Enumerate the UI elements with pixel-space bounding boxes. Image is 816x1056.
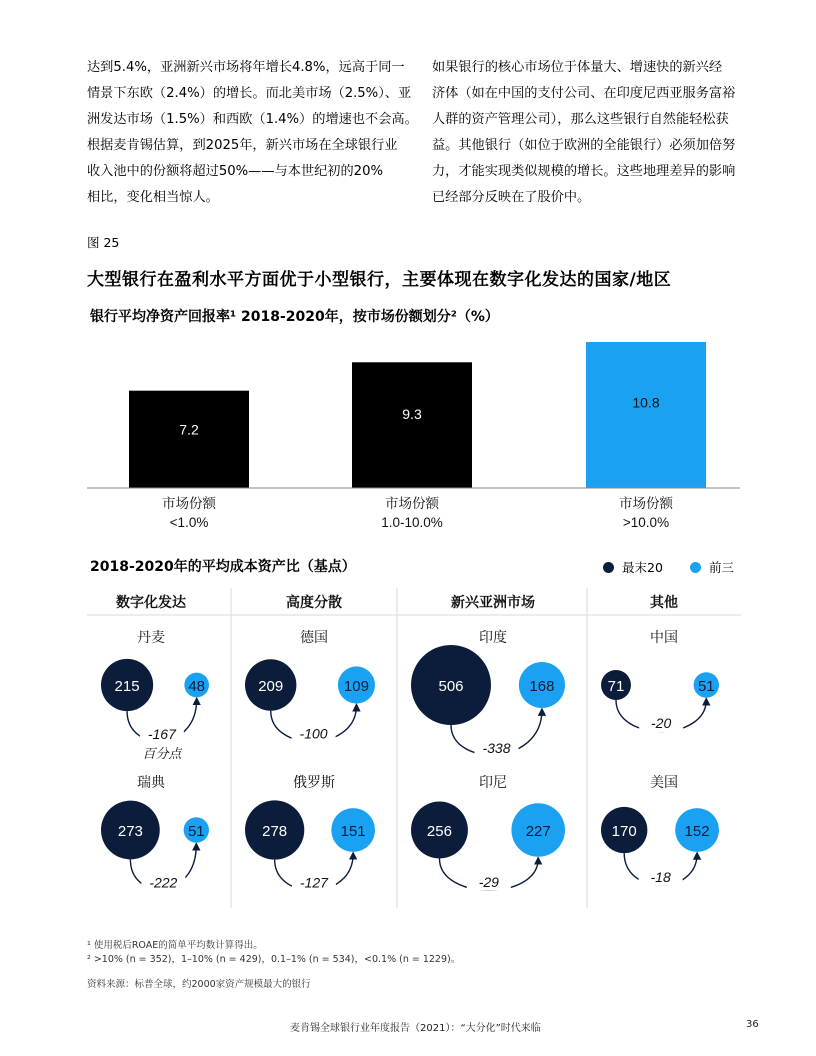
bottom-20-value: 256 xyxy=(426,823,452,840)
chart-title: 大型银行在盈利水平方面优于小型银行，主要体现在数字化发达的国家/地区 xyxy=(87,270,672,290)
bottom-20-value: 209 xyxy=(258,678,284,695)
diff-value: -20 xyxy=(651,714,672,731)
country-label: 俄罗斯 xyxy=(293,774,335,790)
legend-bottom-20 xyxy=(603,558,663,576)
bar-value-label: 10.8 xyxy=(632,394,660,411)
body-text-line: 情景下东欧（2.4%）的增长。而北美市场（2.5%）、亚 xyxy=(87,86,412,101)
country-label: 瑞典 xyxy=(137,774,165,790)
bottom-20-value: 215 xyxy=(114,678,140,695)
diff-value: -222 xyxy=(149,874,178,891)
top-3-value: 51 xyxy=(697,678,715,695)
body-text-left-column xyxy=(87,55,417,211)
body-text-line: 力，才能实现类似规模的增长。这些地理差异的影响 xyxy=(432,164,736,179)
diff-value: -29 xyxy=(478,873,499,890)
legend-dot-top-3 xyxy=(690,562,701,573)
diff-value: -127 xyxy=(299,874,328,891)
cost-asset-bubble-chart xyxy=(0,580,816,915)
bottom-20-value: 273 xyxy=(117,823,143,840)
category-label-line1: 市场份额 xyxy=(385,496,439,511)
top-3-value: 227 xyxy=(525,823,551,840)
body-text-right-column xyxy=(432,55,762,211)
top-3-value: 51 xyxy=(187,823,205,840)
bottom-20-value: 506 xyxy=(438,678,464,695)
category-label-line1: 市场份额 xyxy=(619,496,673,511)
top-3-value: 109 xyxy=(343,678,369,695)
page-number: 36 xyxy=(746,1019,759,1030)
body-text-line: 相比，变化相当惊人。 xyxy=(87,190,219,205)
diff-value: -100 xyxy=(299,725,328,742)
footnote-1: ¹ 使用税后ROAE的简单平均数计算得出。 xyxy=(87,940,263,951)
country-label: 印度 xyxy=(479,629,507,645)
legend-label-top-3: 前三 xyxy=(709,560,735,575)
bar xyxy=(129,391,249,488)
country-label: 丹麦 xyxy=(137,629,165,645)
bubble-chart-title: 2018-2020年的平均成本资产比（基点） xyxy=(90,559,356,575)
country-label: 美国 xyxy=(650,774,678,790)
body-text-line: 收入池中的份额将超过50%——与本世纪初的20% xyxy=(87,164,383,179)
source-note: 资料来源：标普全球，约2000家资产规模最大的银行 xyxy=(87,979,311,990)
bottom-20-value: 278 xyxy=(262,823,288,840)
body-text-line: 如果银行的核心市场位于体量大、增速快的新兴经 xyxy=(432,60,723,75)
diff-value: -338 xyxy=(482,740,511,756)
legend-dot-bottom-20 xyxy=(603,562,614,573)
figure-label: 图 25 xyxy=(87,235,120,250)
roe-bar-chart xyxy=(0,330,816,535)
category-label-line2: <1.0% xyxy=(169,515,209,530)
bar-value-label: 9.3 xyxy=(402,405,422,422)
category-label-line1: 市场份额 xyxy=(162,496,216,511)
country-label: 中国 xyxy=(650,629,678,645)
diff-unit-note: 百分点 xyxy=(142,746,182,762)
body-text-line: 达到5.4%，亚洲新兴市场将年增长4.8%，远高于同一 xyxy=(87,60,405,75)
footnote-2: ² >10% (n = 352)，1–10% (n = 429)，0.1–1% (n = 534)，<0.1% (n = 1229)。 xyxy=(87,954,461,965)
category-label-line2: >10.0% xyxy=(622,515,670,530)
country-label: 印尼 xyxy=(479,774,507,790)
group-header: 数字化发达 xyxy=(116,594,186,610)
bottom-20-value: 71 xyxy=(607,678,625,695)
category-label-line2: 1.0-10.0% xyxy=(381,515,443,530)
body-text-line: 益。其他银行（如位于欧洲的全能银行）必须加倍努 xyxy=(432,138,736,153)
body-text-line: 根据麦肯锡估算，到2025年，新兴市场在全球银行业 xyxy=(87,138,398,153)
diff-value: -167 xyxy=(147,726,176,743)
page-footer: 麦肯锡全球银行业年度报告（2021）：“大分化”时代来临 xyxy=(290,1023,541,1034)
bar-chart-subtitle: 银行平均净资产回报率¹ 2018-2020年，按市场份额划分²（%） xyxy=(90,309,499,325)
body-text-line: 洲发达市场（1.5%）和西欧（1.4%）的增速也不会高。 xyxy=(87,112,418,127)
top-3-value: 48 xyxy=(188,678,206,695)
legend-top-3 xyxy=(690,558,734,576)
group-header: 新兴亚洲市场 xyxy=(451,594,535,610)
diff-value: -18 xyxy=(650,868,671,885)
body-text-line: 已经部分反映在了股价中。 xyxy=(432,190,591,205)
top-3-value: 152 xyxy=(684,823,710,840)
country-label: 德国 xyxy=(300,629,328,645)
bottom-20-value: 170 xyxy=(611,823,637,840)
legend-label-bottom-20: 最末20 xyxy=(622,560,663,575)
bar-value-label: 7.2 xyxy=(179,421,199,438)
bar xyxy=(352,362,472,488)
bar xyxy=(586,342,706,488)
body-text-line: 济体（如在中国的支付公司、在印度尼西亚服务富裕 xyxy=(432,86,736,101)
top-3-value: 168 xyxy=(529,678,555,695)
body-text-line: 人群的资产管理公司），那么这些银行自然能轻松获 xyxy=(432,112,729,127)
group-header: 其他 xyxy=(650,594,678,610)
group-header: 高度分散 xyxy=(286,594,342,610)
top-3-value: 151 xyxy=(340,823,366,840)
